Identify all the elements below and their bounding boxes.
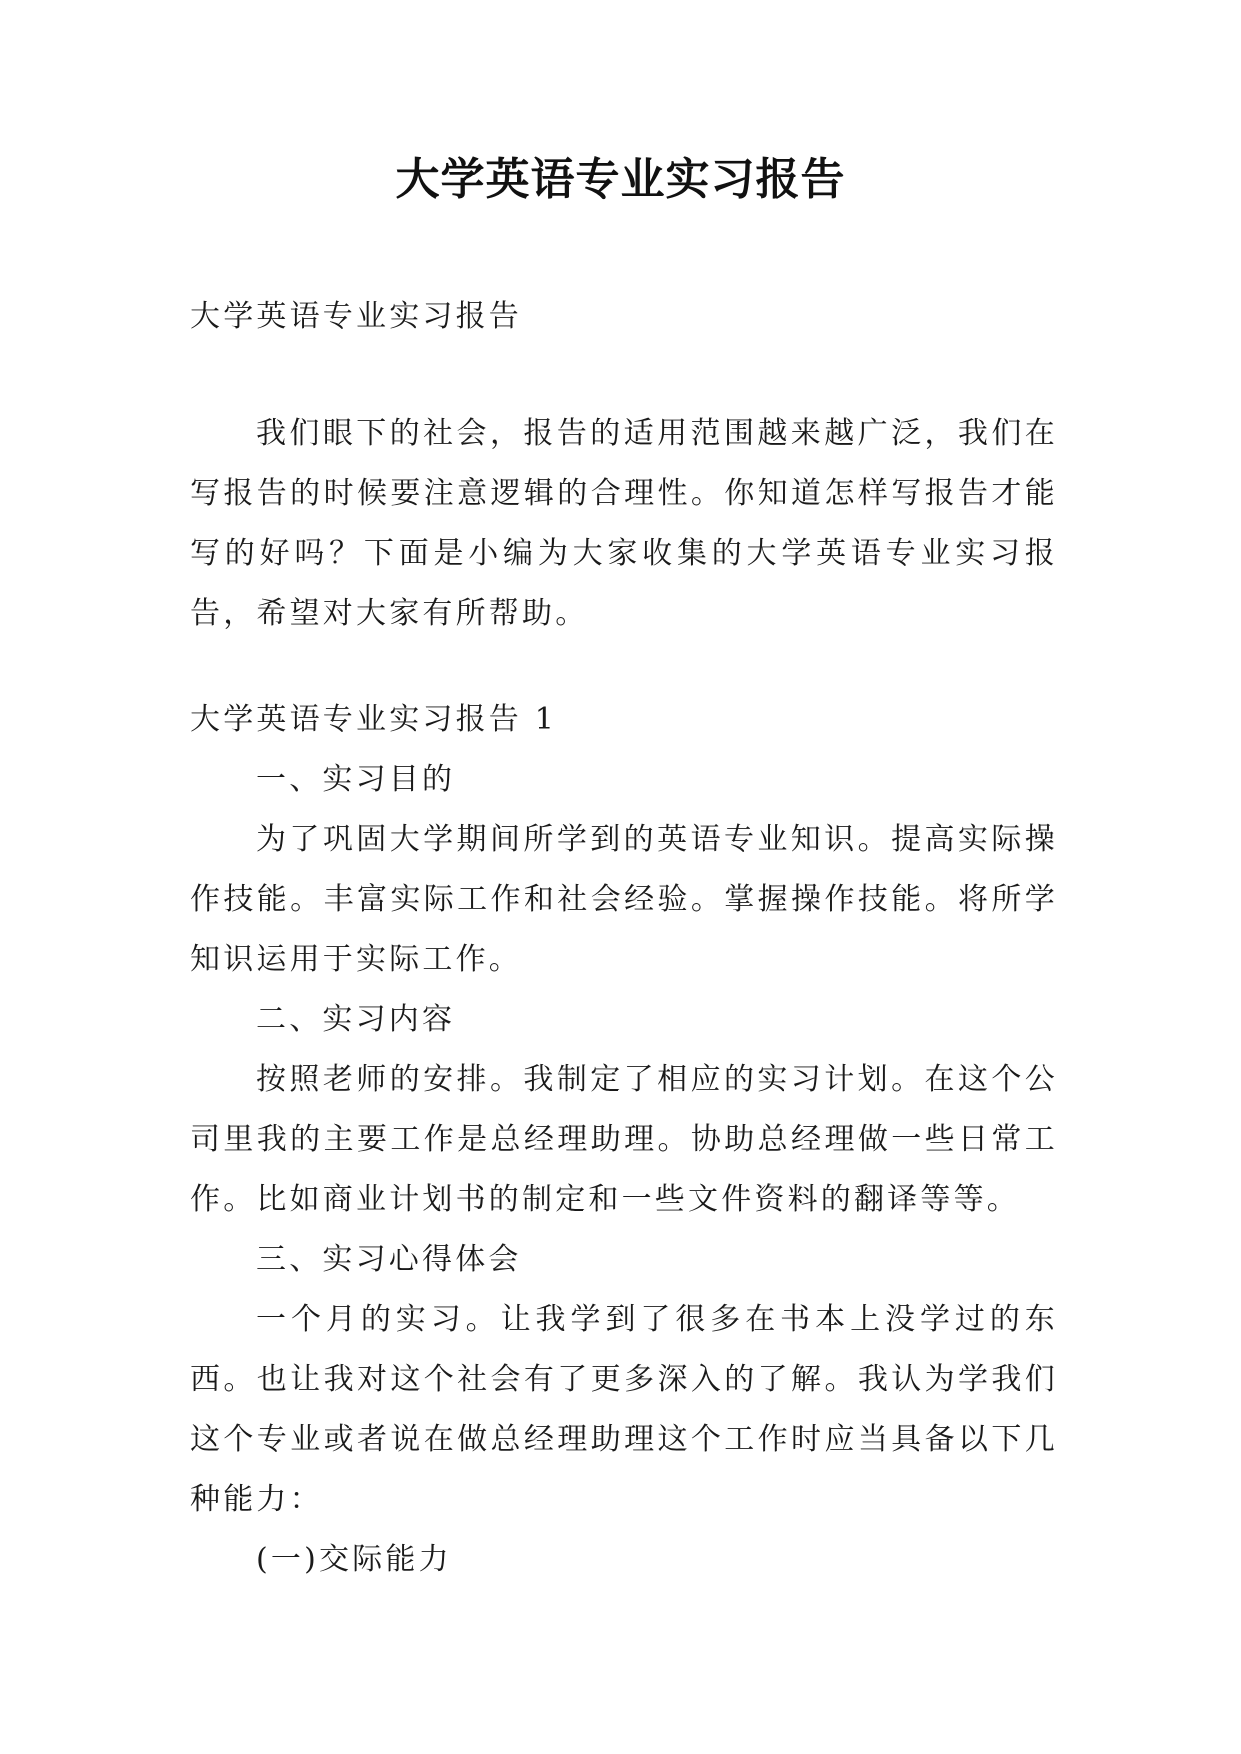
paragraph-experience: 一个月的实习。让我学到了很多在书本上没学过的东西。也让我对这个社会有了更多深入的了解。我认为学我们这个专业或者说在做总经理助理这个工作时应当具备以下几种能力： [190, 1302, 1058, 1517]
paragraph-content: 按照老师的安排。我制定了相应的实习计划。在这个公司里我的主要工作是总经理助理。协助总经理做一些日常工作。比如商业计划书的制定和一些文件资料的翻译等等。 [190, 1062, 1058, 1217]
section-title: 大学英语专业实习报告 1 [190, 702, 558, 737]
intro-paragraph: 我们眼下的社会，报告的适用范围越来越广泛，我们在写报告的时候要注意逻辑的合理性。你知道怎样写报告才能写的好吗？下面是小编为大家收集的大学英语专业实习报告，希望对大家有所帮助。 [190, 416, 1058, 631]
section-heading-experience: 三、实习心得体会 [256, 1242, 522, 1277]
document-subtitle: 大学英语专业实习报告 [190, 299, 522, 334]
report-section-1 [190, 690, 1058, 1590]
section-heading-content: 二、实习内容 [256, 1002, 456, 1037]
subheading-communication: (一)交际能力 [256, 1542, 452, 1577]
section-heading-purpose: 一、实习目的 [256, 762, 456, 797]
paragraph-purpose: 为了巩固大学期间所学到的英语专业知识。提高实际操作技能。丰富实际工作和社会经验。掌握操作技能。将所学知识运用于实际工作。 [190, 822, 1058, 977]
document-title: 大学英语专业实习报告 [395, 154, 846, 205]
